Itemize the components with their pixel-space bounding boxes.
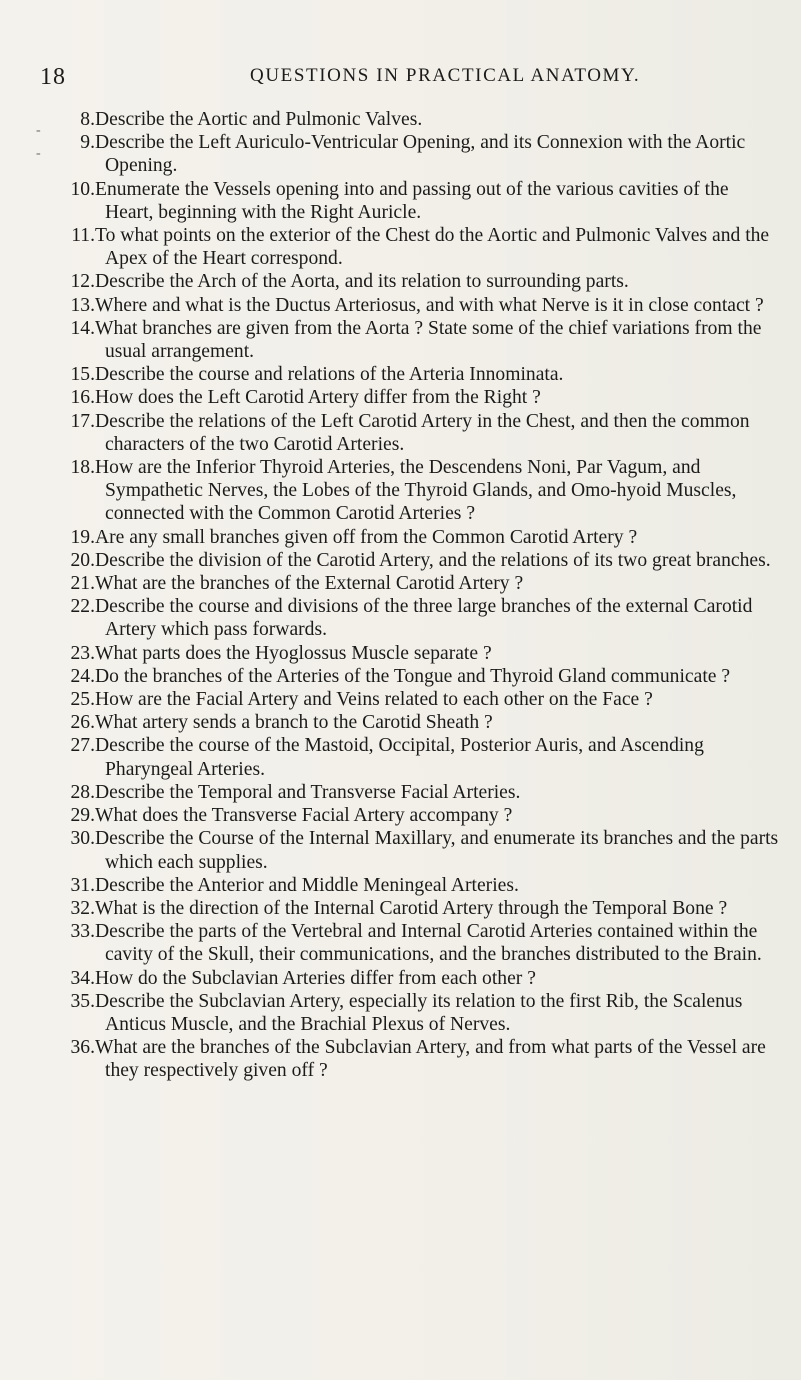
question-number: 29.: [70, 805, 95, 827]
question-number: 32.: [70, 897, 95, 919]
question-item: [0, 386, 801, 409]
question-number: 24.: [70, 665, 95, 687]
question-item: [0, 363, 801, 386]
question-number: 12.: [70, 271, 95, 293]
question-text: Describe the Aortic and Pulmonic Valves.: [95, 109, 423, 130]
question-item: [0, 967, 801, 990]
question-text: Describe the course and divisions of the three large branches of the external Carotid Artery which pass forwards.: [95, 596, 753, 641]
question-text: Describe the Temporal and Transverse Facial Arteries.: [95, 781, 521, 803]
question-item: [0, 711, 801, 734]
question-number: 28.: [70, 781, 95, 803]
question-number: 13.: [70, 294, 95, 316]
question-number: 16.: [70, 387, 95, 409]
question-number: 20.: [70, 549, 95, 571]
question-text: Describe the relations of the Left Carotid Artery in the Chest, and then the common characters of the two Carotid Arteries.: [95, 410, 750, 455]
question-number: 27.: [70, 735, 95, 757]
question-text: Describe the parts of the Vertebral and Internal Carotid Arteries contained within the cavity of the Skull, their communications, and the branches distributed to the Brain.: [95, 921, 762, 966]
question-item: [0, 549, 801, 572]
question-item: [0, 920, 801, 966]
question-item: [0, 595, 801, 641]
question-number: 33.: [70, 921, 95, 943]
question-text: Where and what is the Ductus Arteriosus, and with what Nerve is it in close contact ?: [95, 294, 764, 316]
running-title: QUESTIONS IN PRACTICAL ANATOMY.: [250, 65, 641, 86]
question-item: [0, 665, 801, 688]
question-text: What artery sends a branch to the Carotid Sheath ?: [95, 712, 493, 734]
question-text: What are the branches of the External Carotid Artery ?: [95, 573, 524, 595]
question-number: 26.: [70, 712, 95, 734]
question-item: [0, 178, 801, 224]
question-item: [0, 224, 801, 270]
question-text: Describe the division of the Carotid Artery, and the relations of its two great branches.: [95, 549, 771, 571]
question-number: 21.: [70, 573, 95, 595]
margin-mark: -: [36, 146, 41, 162]
question-item: [0, 572, 801, 595]
question-item: [0, 294, 801, 317]
question-text: What does the Transverse Facial Artery accompany ?: [95, 805, 513, 827]
question-text: What branches are given from the Aorta ? State some of the chief variations from the usual arrangement.: [95, 317, 762, 363]
question-text: How do the Subclavian Arteries differ from each other ?: [95, 967, 536, 989]
question-text: To what points on the exterior of the Chest do the Aortic and Pulmonic Valves and the Apex of the Heart correspond.: [95, 225, 770, 270]
question-text: Describe the Left Auriculo-Ventricular Opening, and its Connexion with the Aortic Opening.: [95, 132, 746, 177]
question-item: [0, 1036, 801, 1082]
question-number: 31.: [70, 874, 95, 896]
question-number: 35.: [70, 990, 95, 1012]
question-item: [0, 734, 801, 780]
question-text: Describe the Subclavian Artery, especially its relation to the first Rib, the Scalenus Anticus Muscle, and the Brachial Plexus of Nerves.: [95, 990, 743, 1035]
question-number: 23.: [70, 642, 95, 664]
question-item: [0, 642, 801, 665]
question-number: 10.: [70, 178, 95, 200]
question-number: 18.: [70, 457, 95, 479]
question-item: [0, 897, 801, 920]
question-item: [0, 456, 801, 526]
question-text: How are the Facial Artery and Veins related to each other on the Face ?: [95, 689, 653, 711]
question-item: [0, 688, 801, 711]
question-item: [0, 108, 801, 138]
question-text: What parts does the Hyoglossus Muscle separate ?: [95, 642, 492, 664]
question-text: What is the direction of the Internal Carotid Artery through the Temporal Bone ?: [95, 897, 728, 919]
question-item: [0, 781, 801, 804]
question-number: 17.: [70, 410, 95, 432]
running-head: [0, 62, 801, 92]
question-text: Do the branches of the Arteries of the Tongue and Thyroid Gland communicate ?: [95, 665, 731, 687]
question-number: 9.: [80, 132, 95, 154]
question-item: [0, 526, 801, 549]
question-text: Describe the Anterior and Middle Meningeal Arteries.: [95, 874, 519, 896]
question-text: Enumerate the Vessels opening into and passing out of the various cavities of the Heart, beginning with the Right Auricle.: [95, 178, 729, 223]
question-text: Are any small branches given off from the Common Carotid Artery ?: [95, 526, 638, 548]
question-text: How does the Left Carotid Artery differ from the Right ?: [95, 387, 541, 409]
question-text: Describe the Course of the Internal Maxillary, and enumerate its branches and the parts which each supplies.: [95, 828, 779, 873]
question-number: 11.: [71, 225, 95, 247]
question-item: [0, 874, 801, 897]
question-text: How are the Inferior Thyroid Arteries, the Descendens Noni, Par Vagum, and Sympathetic Nerves, the Lobes of the Thyroid Glands, and Omo-hyoid Muscles, connected with the Common Carotid Arteries ?: [95, 457, 737, 525]
question-number: 25.: [70, 689, 95, 711]
page-number: 18: [40, 64, 66, 90]
question-list: [0, 108, 801, 1083]
question-item: [0, 270, 801, 293]
question-text: What are the branches of the Subclavian Artery, and from what parts of the Vessel are they respectively given off ?: [95, 1037, 766, 1082]
question-number: 30.: [70, 828, 95, 850]
question-number: 19.: [70, 526, 95, 548]
question-text: Describe the course of the Mastoid, Occipital, Posterior Auris, and Ascending Pharyngeal Arteries.: [95, 735, 704, 780]
question-item: [0, 317, 801, 363]
margin-mark: -: [36, 123, 41, 138]
question-number: 8.: [80, 109, 95, 130]
question-number: 36.: [70, 1037, 95, 1059]
question-item: [0, 804, 801, 827]
question-item: [0, 827, 801, 873]
question-number: 34.: [70, 967, 95, 989]
question-text: Describe the course and relations of the Arteria Innominata.: [95, 364, 564, 386]
question-text: Describe the Arch of the Aorta, and its relation to surrounding parts.: [95, 271, 629, 293]
question-number: 22.: [70, 596, 95, 618]
question-item: [0, 410, 801, 456]
question-item: [0, 990, 801, 1036]
question-number: 14.: [70, 317, 95, 339]
question-item: [0, 131, 801, 177]
question-number: 15.: [70, 364, 95, 386]
